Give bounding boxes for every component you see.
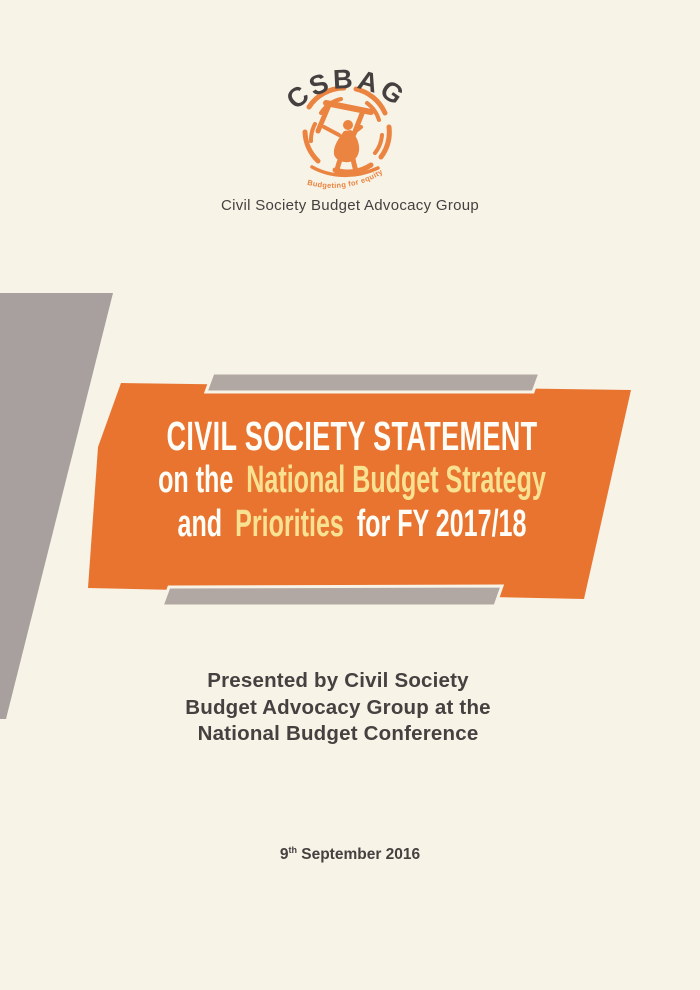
org-name: Civil Society Budget Advocacy Group	[220, 197, 480, 214]
banner-title-block	[2, 414, 700, 546]
presented-statement	[0, 668, 676, 748]
logo-acronym-text: CSBAG	[280, 63, 412, 116]
banner-title: CIVIL SOCIETY STATEMENT	[166, 413, 538, 459]
date-rest: September 2016	[296, 846, 421, 864]
event-date	[0, 845, 700, 864]
ring-segment	[311, 124, 315, 141]
date-day: 9	[279, 846, 289, 864]
banner-line3-prefix: and	[177, 503, 223, 545]
banner-line2-highlight: National Budget Strategy	[246, 459, 546, 501]
presented-line2: Budget Advocacy Group at the	[185, 695, 491, 719]
figure-head	[343, 120, 353, 130]
presented-line3: National Budget Conference	[197, 722, 479, 745]
figure-arm	[324, 127, 339, 135]
presented-line1: Presented by Civil Society	[207, 669, 469, 692]
banner-top-bar	[206, 373, 540, 392]
ring-segment	[375, 135, 382, 153]
logo-tagline-text: Budgeting for equity	[306, 167, 385, 191]
banner-line2-prefix: on the	[158, 459, 234, 501]
banner-line3-suffix: for FY 2017/18	[356, 503, 527, 545]
banner-subtitle-line2	[121, 502, 583, 546]
figure-leg	[337, 160, 340, 173]
banner-bottom-bar	[162, 586, 502, 606]
banner-subtitle-line1	[121, 458, 583, 502]
logo-figure-icon	[318, 103, 371, 173]
banner-line3-highlight: Priorities	[235, 503, 344, 545]
figure-leg	[353, 159, 356, 171]
csbag-logo	[281, 64, 412, 190]
date-ordinal: th	[288, 845, 297, 855]
